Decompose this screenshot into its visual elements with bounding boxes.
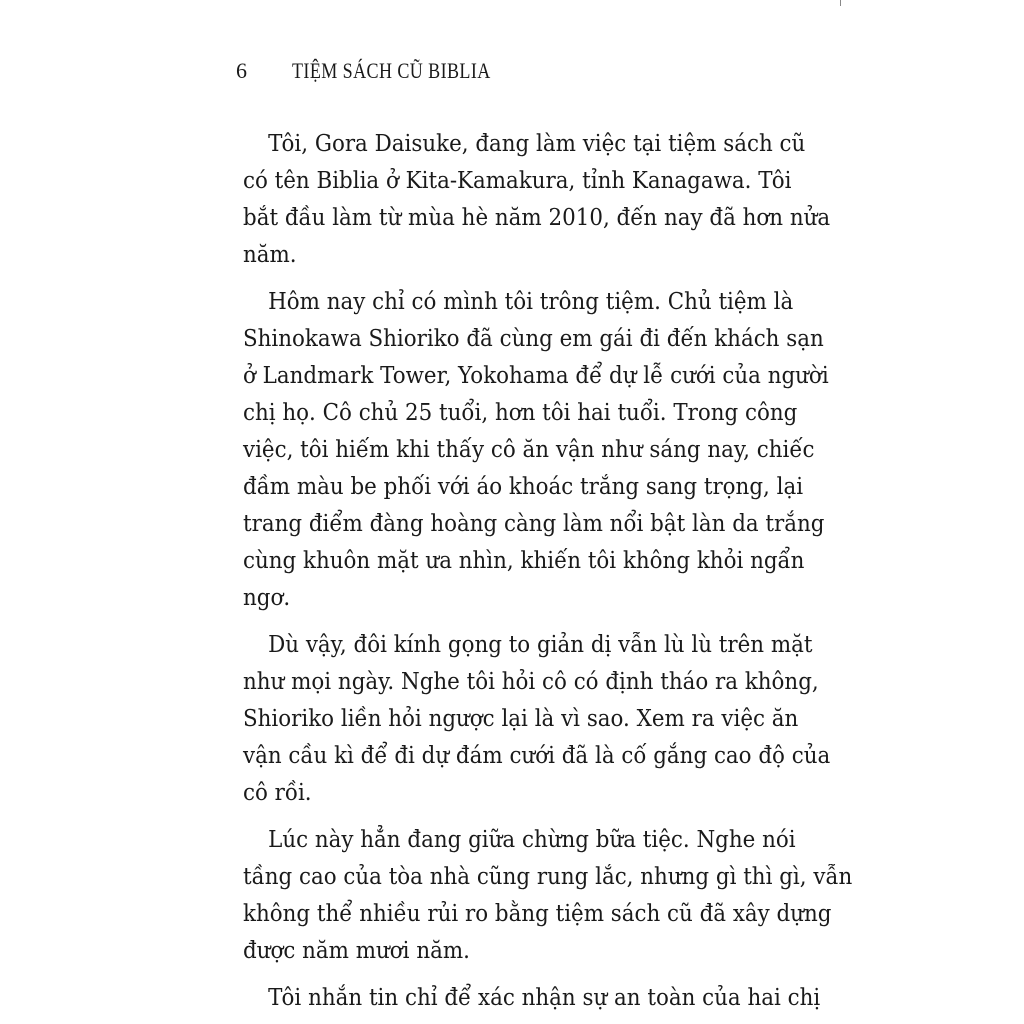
running-title: TIỆM SÁCH CŨ BIBLIA <box>292 58 491 83</box>
text-line: chị họ. Cô chủ 25 tuổi, hơn tôi hai tuổi. Trong công <box>243 400 798 426</box>
text-line: có tên Biblia ở Kita-Kamakura, tỉnh Kanagawa. Tôi <box>243 168 792 194</box>
text-line: ngơ. <box>243 585 291 611</box>
paragraph <box>243 126 831 274</box>
text-line: vận cầu kì để đi dự đám cưới đã là cố gắng cao độ của <box>243 743 831 769</box>
text-line: Hôm nay chỉ có mình tôi trông tiệm. Chủ tiệm là <box>268 289 794 315</box>
text-line: Tôi, Gora Daisuke, đang làm việc tại tiệm sách cũ <box>268 131 806 157</box>
text-line: đầm màu be phối với áo khoác trắng sang trọng, lại <box>243 474 804 500</box>
text-line: Lúc này hẳn đang giữa chừng bữa tiệc. Nghe nói <box>268 827 796 853</box>
page-header <box>236 58 534 84</box>
text-line: việc, tôi hiếm khi thấy cô ăn vận như sáng nay, chiếc <box>243 437 815 463</box>
text-line: Dù vậy, đôi kính gọng to giản dị vẫn lù lù trên mặt <box>268 632 813 658</box>
text-line: cùng khuôn mặt ưa nhìn, khiến tôi không khỏi ngẩn <box>243 548 805 574</box>
scan-mark <box>840 0 841 6</box>
paragraph <box>243 284 829 617</box>
text-line: năm. <box>243 242 297 268</box>
text-line: được năm mươi năm. <box>243 938 470 964</box>
text-line: như mọi ngày. Nghe tôi hỏi cô có định tháo ra không, <box>243 669 819 695</box>
paragraph <box>243 627 831 812</box>
paragraph <box>243 822 853 970</box>
text-line: bắt đầu làm từ mùa hè năm 2010, đến nay đã hơn nửa <box>243 205 831 231</box>
text-line: Shioriko liền hỏi ngược lại là vì sao. Xem ra việc ăn <box>243 706 799 732</box>
text-line: Shinokawa Shioriko đã cùng em gái đi đến khách sạn <box>243 326 824 352</box>
page-number: 6 <box>236 58 248 83</box>
text-line: Tôi nhắn tin chỉ để xác nhận sự an toàn của hai chị <box>268 985 821 1011</box>
text-line: trang điểm đàng hoàng càng làm nổi bật làn da trắng <box>243 511 825 537</box>
text-line: cô rồi. <box>243 780 312 806</box>
text-line: không thể nhiều rủi ro bằng tiệm sách cũ đã xây dựng <box>243 901 832 927</box>
text-line: ở Landmark Tower, Yokohama để dự lễ cưới của người <box>243 363 829 389</box>
paragraph <box>243 980 823 1017</box>
body-text <box>243 126 853 1024</box>
text-line: tầng cao của tòa nhà cũng rung lắc, nhưng gì thì gì, vẫn <box>243 864 853 890</box>
